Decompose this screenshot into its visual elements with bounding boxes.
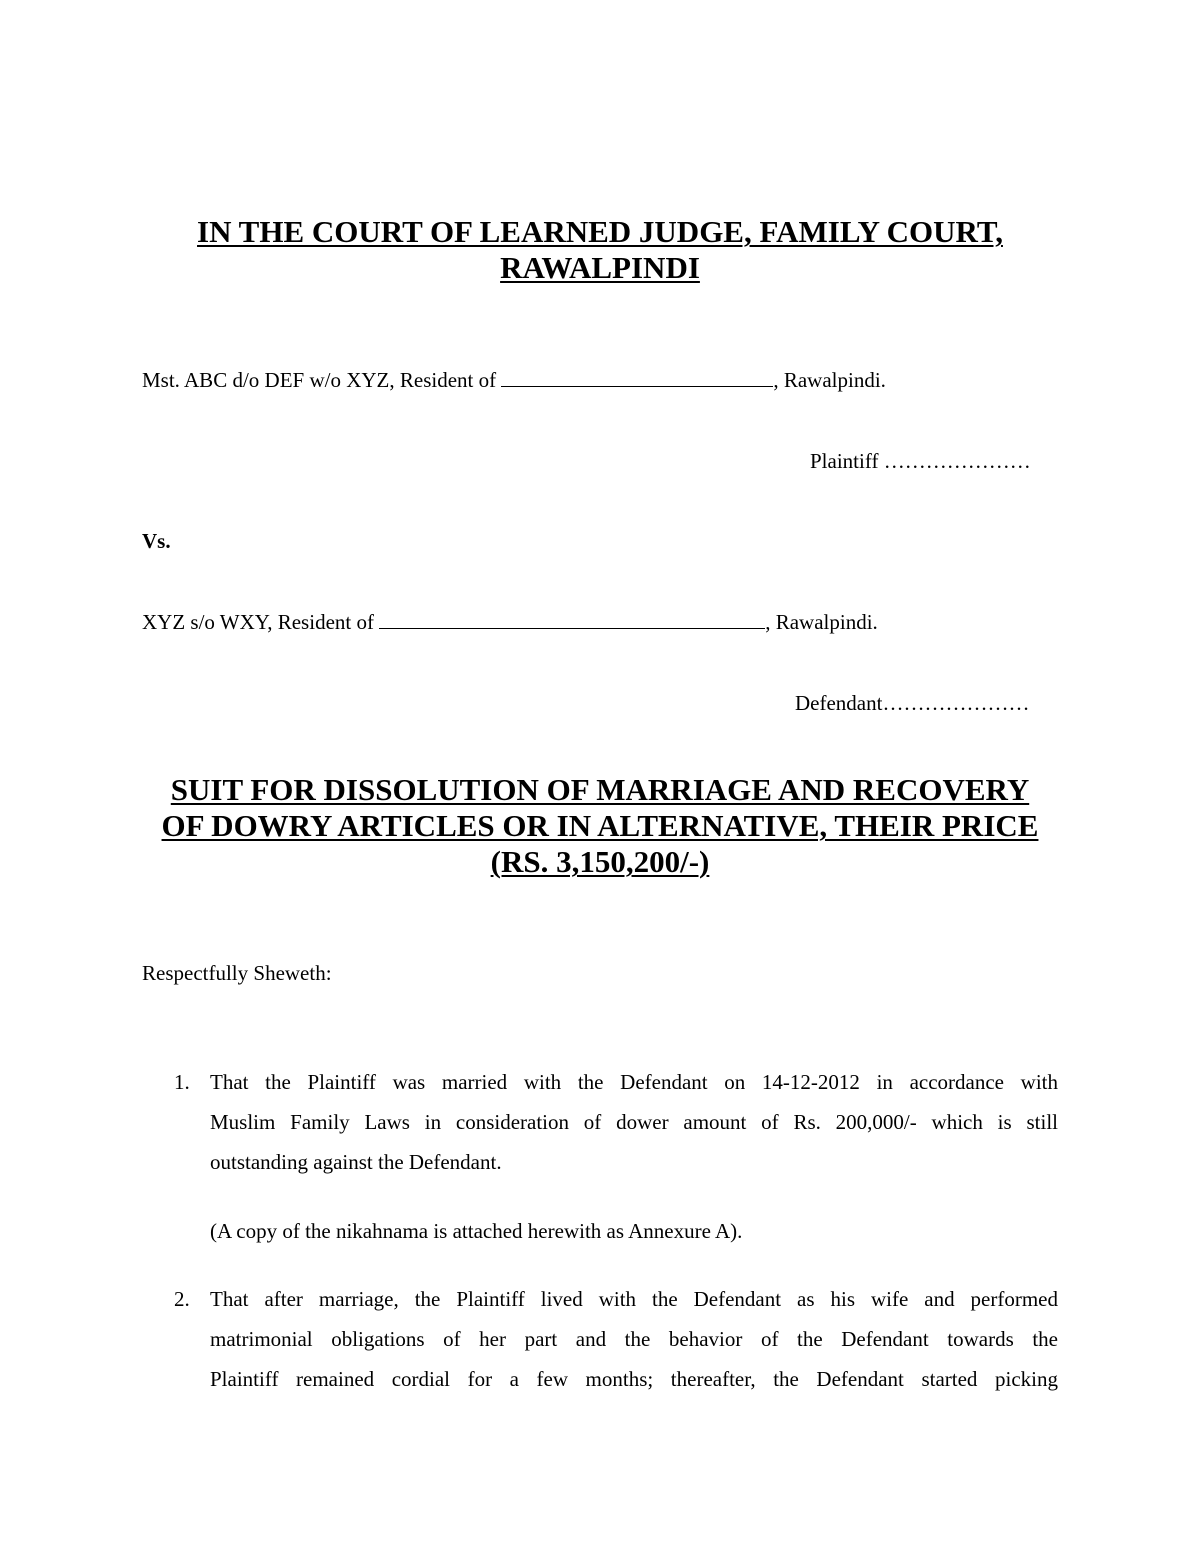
court-heading-line-1: IN THE COURT OF LEARNED JUDGE, FAMILY COURT, (197, 214, 1003, 249)
plaintiff-name: Mst. ABC d/o DEF w/o XYZ, Resident of (142, 368, 502, 392)
defendant-line (142, 608, 878, 635)
defendant-city: , Rawalpindi. (765, 610, 878, 634)
paragraph-1 (210, 1062, 1058, 1182)
suit-title-line-1: SUIT FOR DISSOLUTION OF MARRIAGE AND RECOVERY (170, 772, 1030, 807)
defendant-role: Defendant………………… (795, 691, 1030, 715)
plaintiff-role: Plaintiff ………………… (810, 449, 1031, 473)
paragraph-2-line-3: Plaintiff remained cordial for a few months; thereafter, the Defendant started picking (210, 1367, 1058, 1391)
suit-title (0, 772, 1200, 880)
paragraph-1-line-1: That the Plaintiff was married with the Defendant on 14-12-2012 in accordance with (210, 1070, 1058, 1094)
paragraph-2-line-1: That after marriage, the Plaintiff lived with the Defendant as his wife and performed (210, 1287, 1058, 1311)
versus-label: Vs. (142, 529, 171, 553)
paragraph-2-line-2: matrimonial obligations of her part and the behavior of the Defendant towards the (210, 1327, 1058, 1351)
paragraph-2 (210, 1279, 1058, 1399)
suit-title-line-3: (RS. 3,150,200/-) (490, 844, 710, 879)
paragraph-1-line-2: Muslim Family Laws in consideration of dower amount of Rs. 200,000/- which is still (210, 1110, 1058, 1134)
court-heading-line-2: RAWALPINDI (500, 250, 700, 285)
salutation: Respectfully Sheweth: (142, 961, 332, 985)
paragraph-1-line-3: outstanding against the Defendant. (210, 1150, 502, 1174)
defendant-address-blank (379, 608, 765, 629)
paragraph-1-note: (A copy of the nikahnama is attached herewith as Annexure A). (210, 1219, 743, 1243)
paragraph-1-number: 1. (174, 1070, 190, 1094)
paragraph-2-number: 2. (174, 1287, 190, 1311)
plaintiff-line (142, 366, 886, 393)
court-heading (0, 214, 1200, 286)
plaintiff-address-blank (501, 366, 773, 387)
suit-title-line-2: OF DOWRY ARTICLES OR IN ALTERNATIVE, THEIR PRICE (161, 808, 1039, 843)
plaintiff-city: , Rawalpindi. (773, 368, 886, 392)
defendant-name: XYZ s/o WXY, Resident of (142, 610, 380, 634)
